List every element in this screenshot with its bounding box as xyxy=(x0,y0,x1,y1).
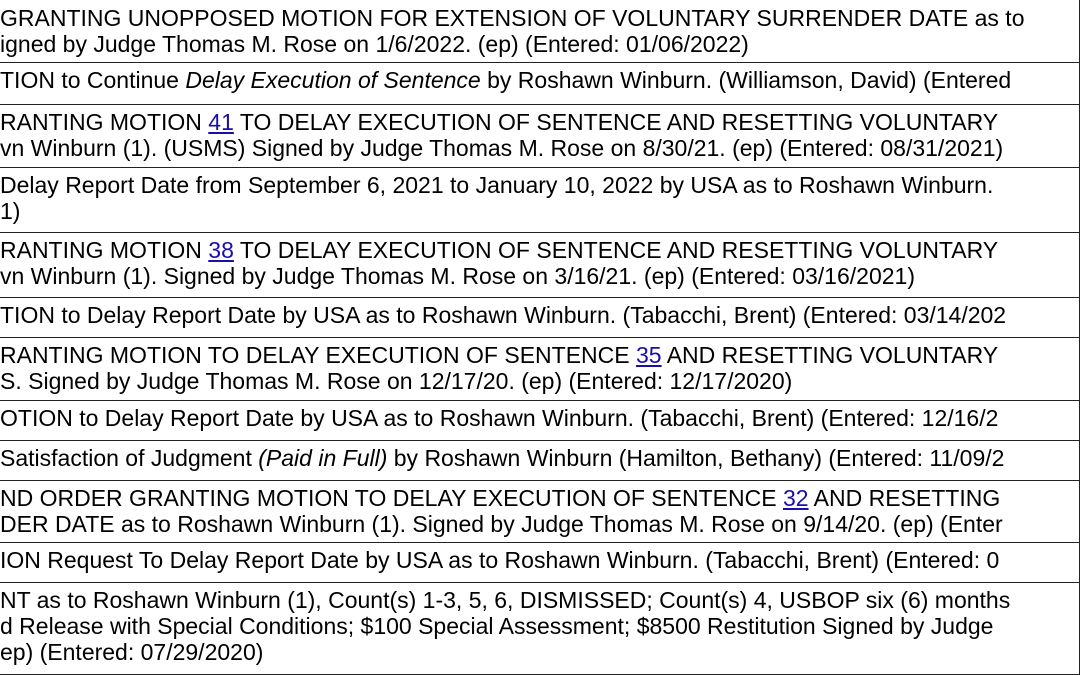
entry-text: ION Request To Delay Report Date by USA as to Roshawn Winburn. (Tabacchi, Brent) (Entered: 0 xyxy=(0,547,1000,573)
entry-text: S. Signed by Judge Thomas M. Rose on 12/17/20. (ep) (Entered: 12/17/2020) xyxy=(0,368,793,394)
docket-entry-text-line xyxy=(0,172,993,198)
docket-entry-row xyxy=(0,480,1080,542)
document-number-link[interactable]: 41 xyxy=(208,109,234,135)
entry-text: RANTING MOTION TO DELAY EXECUTION OF SENTENCE xyxy=(0,342,636,368)
docket-entry-text-line xyxy=(0,5,1025,31)
entry-text: by Roshawn Winburn (Hamilton, Bethany) (Entered: 11/09/2 xyxy=(387,445,1005,471)
entry-text: NT as to Roshawn Winburn (1), Count(s) 1-3, 5, 6, DISMISSED; Count(s) 4, USBOP six (6) months xyxy=(0,587,1011,613)
docket-entry-text-line xyxy=(0,613,993,639)
docket-entry-row xyxy=(0,232,1080,297)
docket-entry-text-line xyxy=(0,342,998,368)
docket-entry-row xyxy=(0,440,1080,480)
entry-text: AND RESETTING xyxy=(808,485,1001,511)
entry-text: vn Winburn (1). Signed by Judge Thomas M. Rose on 3/16/21. (ep) (Entered: 03/16/2021) xyxy=(0,263,915,289)
entry-text: igned by Judge Thomas M. Rose on 1/6/2022. (ep) (Entered: 01/06/2022) xyxy=(0,31,749,57)
entry-text: 1) xyxy=(0,198,21,224)
entry-text: ND ORDER GRANTING MOTION TO DELAY EXECUTION OF SENTENCE xyxy=(0,485,783,511)
docket-entry-text-line xyxy=(0,445,1004,471)
docket-entry-row xyxy=(0,62,1080,104)
docket-entry-text-line xyxy=(0,31,749,57)
document-number-link[interactable]: 35 xyxy=(636,342,662,368)
docket-entry-text-line xyxy=(0,405,998,431)
docket-entry-text-line xyxy=(0,485,1000,511)
entry-text: GRANTING UNOPPOSED MOTION FOR EXTENSION OF VOLUNTARY SURRENDER DATE as to xyxy=(0,5,1025,31)
italic-text: Delay Execution of Sentence xyxy=(185,67,481,93)
document-number-link[interactable]: 32 xyxy=(782,485,809,511)
entry-text: DER DATE as to Roshawn Winburn (1). Signed by Judge Thomas M. Rose on 9/14/20. (ep) (Enter xyxy=(0,511,1003,537)
docket-entry-text-line xyxy=(0,547,999,573)
docket-entry-text-line xyxy=(0,67,1011,93)
entry-text: AND RESETTING VOLUNTARY xyxy=(661,342,999,368)
italic-text: (Paid in Full) xyxy=(258,445,388,471)
entry-text: TO DELAY EXECUTION OF SENTENCE AND RESETTING VOLUNTARY xyxy=(233,109,999,135)
entry-text: d Release with Special Conditions; $100 Special Assessment; $8500 Restitution Signed by Judge xyxy=(0,613,994,639)
docket-entry-text-line xyxy=(0,302,1006,328)
docket-entry-text-line xyxy=(0,198,20,224)
entry-text: RANTING MOTION xyxy=(0,109,209,135)
entry-text: Delay Report Date from September 6, 2021 to January 10, 2022 by USA as to Roshawn Winburn. xyxy=(0,172,994,198)
entry-text: TION to Delay Report Date by USA as to Roshawn Winburn. (Tabacchi, Brent) (Entered: 03/14/202 xyxy=(0,302,1007,328)
docket-entry-text-line xyxy=(0,587,1010,613)
docket-entry-text-line xyxy=(0,368,792,394)
docket-entry-row xyxy=(0,542,1080,582)
entry-text: TION to Continue xyxy=(0,67,186,93)
entry-text: Satisfaction of Judgment xyxy=(0,445,259,471)
docket-entry-row xyxy=(0,0,1080,62)
docket-entry-row xyxy=(0,337,1080,400)
document-number-link[interactable]: 38 xyxy=(208,237,234,263)
docket-entry-text-line xyxy=(0,263,915,289)
docket-entry-text-line xyxy=(0,511,1003,537)
docket-entry-text-line xyxy=(0,237,998,263)
entry-text: RANTING MOTION xyxy=(0,237,209,263)
entry-text: vn Winburn (1). (USMS) Signed by Judge Thomas M. Rose on 8/30/21. (ep) (Entered: 08/31/2021) xyxy=(0,135,1004,161)
entry-text: OTION to Delay Report Date by USA as to Roshawn Winburn. (Tabacchi, Brent) (Entered: 12/16/2 xyxy=(0,405,999,431)
entry-text: by Roshawn Winburn. (Williamson, David) (Entered xyxy=(480,67,1012,93)
entry-text: TO DELAY EXECUTION OF SENTENCE AND RESETTING VOLUNTARY xyxy=(233,237,999,263)
docket-entry-text-line xyxy=(0,135,1003,161)
docket-entry-row xyxy=(0,297,1080,337)
entry-text: ep) (Entered: 07/29/2020) xyxy=(0,639,264,665)
docket-entry-text-line xyxy=(0,109,998,135)
docket-entry-text-line xyxy=(0,639,263,665)
docket-entry-row xyxy=(0,167,1080,232)
docket-entry-row xyxy=(0,582,1080,674)
docket-entry-row xyxy=(0,400,1080,440)
docket-entry-row xyxy=(0,104,1080,167)
